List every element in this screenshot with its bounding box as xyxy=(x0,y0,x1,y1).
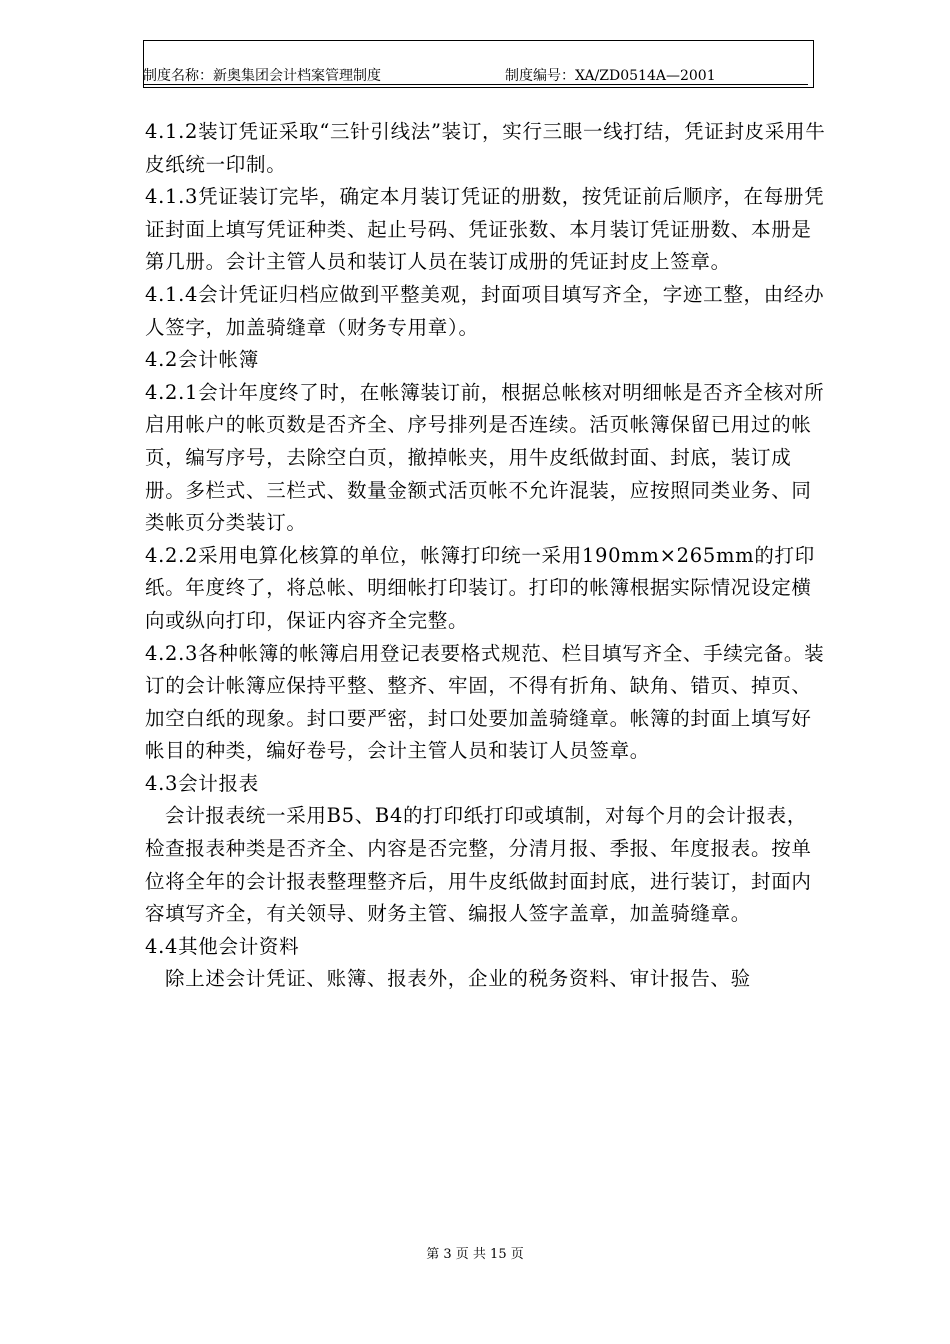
paragraph-4-1-4: 4.1.4会计凭证归档应做到平整美观，封面项目填写齐全，字迹工整，由经办人签字，加盖骑缝章（财务专用章）。 xyxy=(145,282,825,339)
paragraph-4-1-2: 4.1.2装订凭证采取“三针引线法”装订，实行三眼一线打结，凭证封皮采用牛皮纸统一印制。 xyxy=(145,120,826,176)
document-name: 制度名称：新奥集团会计档案管理制度 xyxy=(143,68,381,84)
paragraph-4-2-3: 4.2.3各种帐簿的帐簿启用登记表要格式规范、栏目填写齐全、手续完备。装订的会计帐簿应保持平整、整齐、牢固，不得有折角、缺角、错页、掉页、加空白纸的现象。封口要严密，封口处要加盖骑缝章。帐簿的封面上填写好帐目的种类，编好卷号，会计主管人员和装订人员签章。 xyxy=(145,641,825,763)
paragraph-4-3-body: 会计报表统一采用B5、B4的打印纸打印或填制，对每个月的会计报表，检查报表种类是否齐全、内容是否完整，分清月报、季报、年度报表。按单位将全年的会计报表整理整齐后，用牛皮纸做封面封底，进行装订，封面内容填写齐全，有关领导、财务主管、编报人签字盖章，加盖骑缝章。 xyxy=(145,804,812,926)
paragraph-4-2-2: 4.2.2采用电算化核算的单位，帐簿打印统一采用190mm×265mm的打印纸。年度终了，将总帐、明细帐打印装订。打印的帐簿根据实际情况设定横向或纵向打印，保证内容齐全完整。 xyxy=(145,543,815,632)
page-number: 第 3 页 共 15 页 xyxy=(426,1247,524,1262)
paragraph-4-2-1: 4.2.1会计年度终了时，在帐簿装订前，根据总帐核对明细帐是否齐全核对所启用帐户的帐页数是否齐全、序号排列是否连续。活页帐簿保留已用过的帐页，编写序号，去除空白页，撤掉帐夹，用牛皮纸做封面、封底，装订成册。多栏式、三栏式、数量金额式活页帐不允许混装，应按照同类业务、同类帐页分类装订。 xyxy=(145,380,825,535)
paragraph-4-4-body: 除上述会计凭证、账簿、报表外，企业的税务资料、审计报告、验 xyxy=(165,967,751,991)
paragraph-4-1-3: 4.1.3凭证装订完毕，确定本月装订凭证的册数，按凭证前后顺序，在每册凭证封面上填写凭证种类、起止号码、凭证张数、本月装订凭证册数、本册是第几册。会计主管人员和装订人员在装订成册的凭证封皮上签章。 xyxy=(145,185,825,274)
section-heading-4-4: 4.4其他会计资料 xyxy=(145,934,300,958)
section-heading-4-2: 4.2会计帐簿 xyxy=(145,348,259,372)
document-code: 制度编号：XA/ZD0514A—2001 xyxy=(505,68,716,84)
section-heading-4-3: 4.3会计报表 xyxy=(145,771,259,795)
document-header xyxy=(143,65,716,85)
page-body xyxy=(145,116,827,996)
header-underline xyxy=(143,84,808,85)
